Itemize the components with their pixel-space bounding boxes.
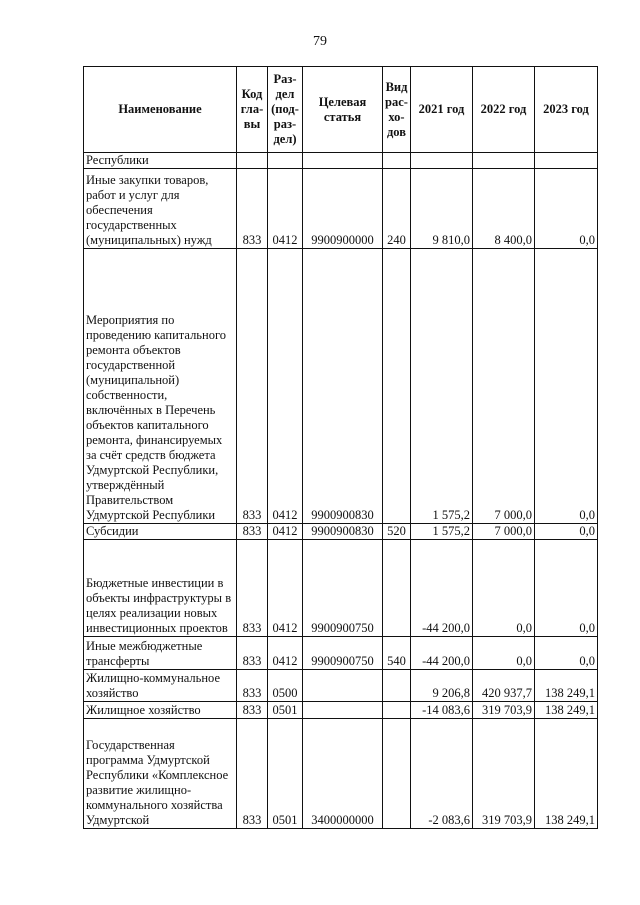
row-2021: 1 575,2: [411, 524, 473, 540]
row-2021: -44 200,0: [411, 637, 473, 670]
table-row: [84, 719, 598, 829]
row-statya: 9900900750: [303, 540, 383, 637]
table-row: [84, 524, 598, 540]
row-2021: -14 083,6: [411, 702, 473, 719]
row-2023: 0,0: [535, 169, 598, 249]
row-2023: 0,0: [535, 249, 598, 524]
row-2022: 420 937,7: [473, 670, 535, 702]
row-2023: 0,0: [535, 637, 598, 670]
row-2022: 7 000,0: [473, 524, 535, 540]
row-2021: 9 206,8: [411, 670, 473, 702]
table-row: [84, 169, 598, 249]
row-2023: 138 249,1: [535, 719, 598, 829]
row-name: Бюджетные инвестиции в объекты инфраструктуры в целях реализации новых инвестиционных проектов: [84, 540, 237, 637]
row-statya: [303, 702, 383, 719]
header-2023: 2023 год: [535, 67, 598, 153]
row-vid: [383, 540, 411, 637]
row-statya: [303, 670, 383, 702]
row-2023: [535, 153, 598, 169]
row-2021: -2 083,6: [411, 719, 473, 829]
row-kod: 833: [237, 249, 268, 524]
row-razdel: 0412: [268, 249, 303, 524]
row-2023: 0,0: [535, 540, 598, 637]
row-statya: 9900900830: [303, 249, 383, 524]
header-2022: 2022 год: [473, 67, 535, 153]
row-vid: 520: [383, 524, 411, 540]
row-name: Государственная программа Удмуртской Республики «Комплексное развитие жилищно-коммунального хозяйства Удмуртской: [84, 719, 237, 829]
row-name: Республики: [84, 153, 237, 169]
header-name: Наименование: [84, 67, 237, 153]
row-kod: 833: [237, 524, 268, 540]
row-razdel: 0500: [268, 670, 303, 702]
row-name: Иные закупки товаров, работ и услуг для обеспечения государственных (муниципальных) нужд: [84, 169, 237, 249]
row-kod: [237, 153, 268, 169]
row-razdel: 0412: [268, 524, 303, 540]
row-2021: -44 200,0: [411, 540, 473, 637]
row-2022: [473, 153, 535, 169]
row-razdel: 0501: [268, 702, 303, 719]
row-statya: 9900900830: [303, 524, 383, 540]
header-celevaya-statya: Целевая статья: [303, 67, 383, 153]
budget-table: [83, 66, 598, 829]
row-razdel: 0501: [268, 719, 303, 829]
row-2022: 7 000,0: [473, 249, 535, 524]
row-statya: 9900900750: [303, 637, 383, 670]
row-name: Субсидии: [84, 524, 237, 540]
row-kod: 833: [237, 169, 268, 249]
row-vid: 240: [383, 169, 411, 249]
page-number: 79: [313, 34, 327, 49]
header-2021: 2021 год: [411, 67, 473, 153]
row-2023: 0,0: [535, 524, 598, 540]
row-2022: 0,0: [473, 540, 535, 637]
table-row: [84, 637, 598, 670]
row-vid: [383, 670, 411, 702]
row-name: Иные межбюджетные трансферты: [84, 637, 237, 670]
row-kod: 833: [237, 702, 268, 719]
row-vid: 540: [383, 637, 411, 670]
row-razdel: 0412: [268, 637, 303, 670]
row-razdel: 0412: [268, 540, 303, 637]
table-header-row: [84, 67, 598, 153]
row-statya: 3400000000: [303, 719, 383, 829]
row-2022: 319 703,9: [473, 719, 535, 829]
row-vid: [383, 719, 411, 829]
table-row: [84, 249, 598, 524]
row-2021: 9 810,0: [411, 169, 473, 249]
row-razdel: 0412: [268, 169, 303, 249]
row-2022: 0,0: [473, 637, 535, 670]
row-2022: 8 400,0: [473, 169, 535, 249]
row-vid: [383, 702, 411, 719]
row-2022: 319 703,9: [473, 702, 535, 719]
row-statya: 9900900000: [303, 169, 383, 249]
row-2023: 138 249,1: [535, 670, 598, 702]
row-2021: [411, 153, 473, 169]
table-row: [84, 540, 598, 637]
row-vid: [383, 249, 411, 524]
table-row: [84, 702, 598, 719]
row-kod: 833: [237, 670, 268, 702]
row-vid: [383, 153, 411, 169]
row-2023: 138 249,1: [535, 702, 598, 719]
header-razdel: Раз-дел (под-раз-дел): [268, 67, 303, 153]
row-kod: 833: [237, 637, 268, 670]
row-name: Жилищно-коммунальное хозяйство: [84, 670, 237, 702]
table-row: [84, 153, 598, 169]
table-row: [84, 670, 598, 702]
row-2021: 1 575,2: [411, 249, 473, 524]
row-kod: 833: [237, 719, 268, 829]
row-name: Жилищное хозяйство: [84, 702, 237, 719]
row-statya: [303, 153, 383, 169]
header-vid-rashodov: Вид рас-хо-дов: [383, 67, 411, 153]
header-kod-glavy: Код гла-вы: [237, 67, 268, 153]
row-kod: 833: [237, 540, 268, 637]
row-razdel: [268, 153, 303, 169]
row-name: Мероприятия по проведению капитального ремонта объектов государственной (муниципальной) собственности, включённых в Перечень объектов капитального ремонта, финансируемых за счёт средств бюджета Удмуртской Республики, утверждённый Правительством Удмуртской Республики: [84, 249, 237, 524]
